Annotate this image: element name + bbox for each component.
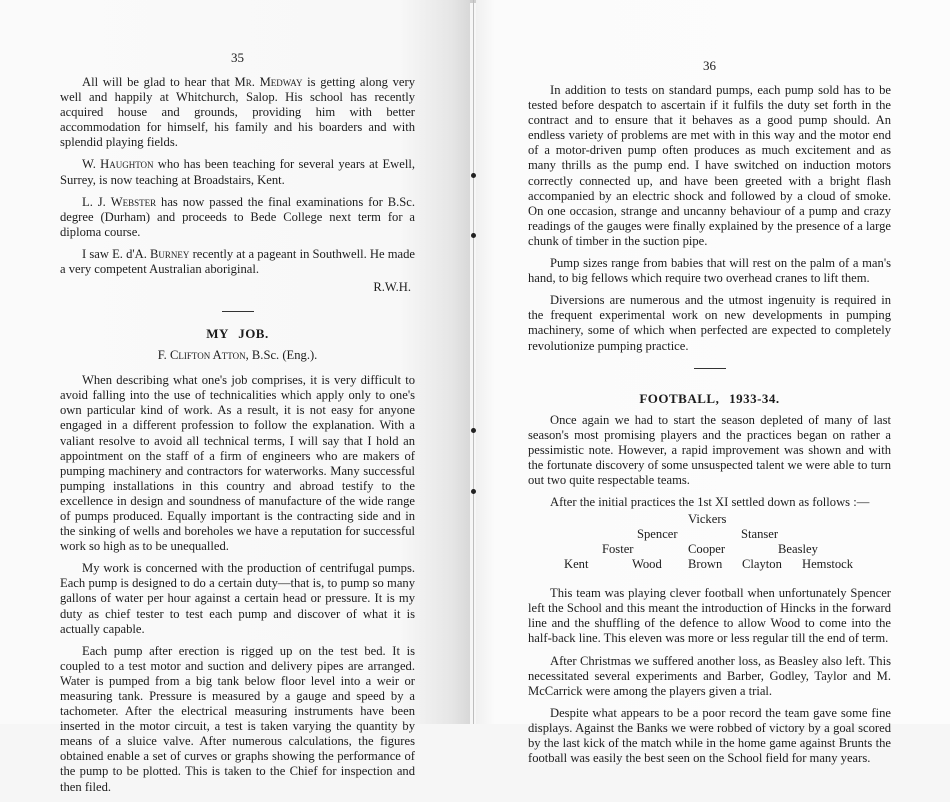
lineup-intro: After the initial practices the 1st XI settled down as follows :— <box>550 495 870 510</box>
team-lineup <box>528 512 891 582</box>
news-text: L. J. <box>82 194 111 209</box>
author-name: F. Clifton Atton, <box>157 348 249 363</box>
player-forward: Hemstock <box>802 557 854 572</box>
article-paragraph: Diversions are numerous and the utmost ingenuity is required in the frequent experimental work on new developments in pumping machinery, some of which when perfected are expected to completely revolutionize pumping practice. <box>528 293 891 353</box>
person-name: Mr. Medway <box>234 75 303 89</box>
player-forward: Wood <box>632 557 662 572</box>
article-byline <box>60 348 415 363</box>
football-paragraph: Despite what appears to be a poor record the team gave some fine displays. Against the Banks we were robbed of victory by a goal scored by the last kick of the match while in the home game against Brunts the football was easily the best seen on the School field for many years. <box>528 705 891 766</box>
player-back: Spencer <box>637 527 678 542</box>
article-paragraph: My work is concerned with the production of centrifugal pumps. Each pump is designed to do a certain duty—that is, to pump so many gallons of water per hour against a certain head or pressure. It is my duty as chief tester to test each pump and discover of what it is actually capable. <box>60 561 415 636</box>
article-paragraph: Pump sizes range from babies that will rest on the palm of a man's hand, to big fellows which require two overhead cranes to lift them. <box>528 256 891 286</box>
page-number: 35 <box>231 50 244 65</box>
article-paragraph: Each pump after erection is rigged up on the test bed. It is coupled to a test motor and suction and delivery pipes are arranged. Water is pumped from a big tank below floor level into a weir or measuring tank. Pressure is measured by a gauge and speed by a tachometer. After the electrical measuring instruments have been inserted in the motor circuit, a test is taken varying the quantity by means of a sluice valve. After numerous calculations, the figures obtained enable a set of curves or graphs showing the performance of the pump to be plotted. This is taken to the Chief for inspection and then filed. <box>60 643 415 794</box>
right-page-content <box>528 58 891 773</box>
football-intro: Once again we had to start the season depleted of many of last season's most promising players and the practices began on rather a pessimistic note. However, a rapid improvement was shown and with the fortunate discovery of some unsuspected talent we were able to turn out two quite respectable teams. <box>528 412 891 487</box>
section-divider <box>222 311 254 312</box>
article-paragraph: In addition to tests on standard pumps, each pump sold has to be tested before despatch to ascertain if it fulfils the duty set forth in the contract and to ensure that it behaves as a good pump should. An endless variety of problems are met with in this way and the motor end of a motor-driven pump often produces as much excitement and as many thrills as the pump end. I have switched on induction motors correctly connected up, and have been greeted with a bright flash accompanied by an electric shock and followed by a cloud of smoke. On one occasion, strange and uncanny behaviour of a pump and crazy readings of the gauges were finally explained by the presence of a large chunk of timber in the suction pipe. <box>528 83 891 248</box>
player-forward: Clayton <box>742 557 782 572</box>
news-item <box>60 157 415 187</box>
player-forward: Brown <box>688 557 723 572</box>
person-name: Haughton <box>100 157 154 172</box>
news-text: who has been teaching for several years at Ewell, Surrey, is now teaching at Broadstairs, Kent. <box>60 157 415 187</box>
news-text: W. <box>82 157 101 172</box>
player-half: Beasley <box>778 542 818 557</box>
page-number: 36 <box>703 58 716 73</box>
left-page <box>0 0 470 794</box>
person-name: Webster <box>110 194 157 209</box>
football-paragraph: This team was playing clever football when unfortunately Spencer left the School and this meant the introduction of Hincks in the forward line and the shuffling of the defence to allow Wood to come into the half-back line. This eleven was more or less regular till the end of term. <box>528 586 891 646</box>
player-forward: Kent <box>564 557 589 572</box>
news-item <box>60 75 415 150</box>
author-degree: B.Sc. (Eng.). <box>248 348 318 363</box>
player-half: Cooper <box>688 542 726 557</box>
player-goal: Vickers <box>688 512 727 527</box>
news-text: I saw E. d'A. <box>82 246 151 261</box>
football-title: FOOTBALL, 1933-34. <box>639 390 780 406</box>
news-item <box>60 247 415 277</box>
football-paragraph: After Christmas we suffered another loss, as Beasley also left. This necessitated several experiments and Barber, Godley, Taylor and M. McCarrick were among the players given a trial. <box>528 653 891 698</box>
person-name: Burney <box>150 246 190 261</box>
player-back: Stanser <box>741 527 779 542</box>
book-gutter <box>473 0 474 724</box>
news-item <box>60 195 415 240</box>
right-page <box>476 0 950 766</box>
player-half: Foster <box>602 542 634 557</box>
news-text: is getting along very well and happily at Whitchurch, Salop. His school has recently acquired house and grounds, providing him with better accommodation for himself, his family and his boarders and with splendid playing fields. <box>60 75 415 150</box>
article-title: MY JOB. <box>206 326 269 342</box>
section-divider <box>694 368 726 369</box>
news-text: recently at a pageant in Southwell. He made a very competent Australian aboriginal. <box>60 246 415 277</box>
article-paragraph: When describing what one's job comprises, it is very difficult to avoid falling into the use of technicalities which apply only to one's own particular kind of work. As a result, it is not easy for anyone engaged in a different profession to follow the explanation. With a valiant resolve to avoid all technical terms, I will say that I hold an appointment on the staff of a firm of engineers who are makers of pumping machinery and contractors for waterworks. Many successful pumping installations in this country and abroad testify to the excellence in design and soundness of manufacture of the wide range of pumps produced. Equally important is the contracting side and in the sinking of wells and boreholes we have a reputation for successful work so high as to be unequalled. <box>60 373 415 554</box>
news-text: All will be glad to hear that <box>82 75 235 89</box>
left-page-content <box>60 50 415 802</box>
signature: R.W.H. <box>373 280 411 295</box>
news-text: has now passed the final examinations for B.Sc. degree (Durham) and proceeds to Bede College next term for a diploma course. <box>60 194 416 239</box>
